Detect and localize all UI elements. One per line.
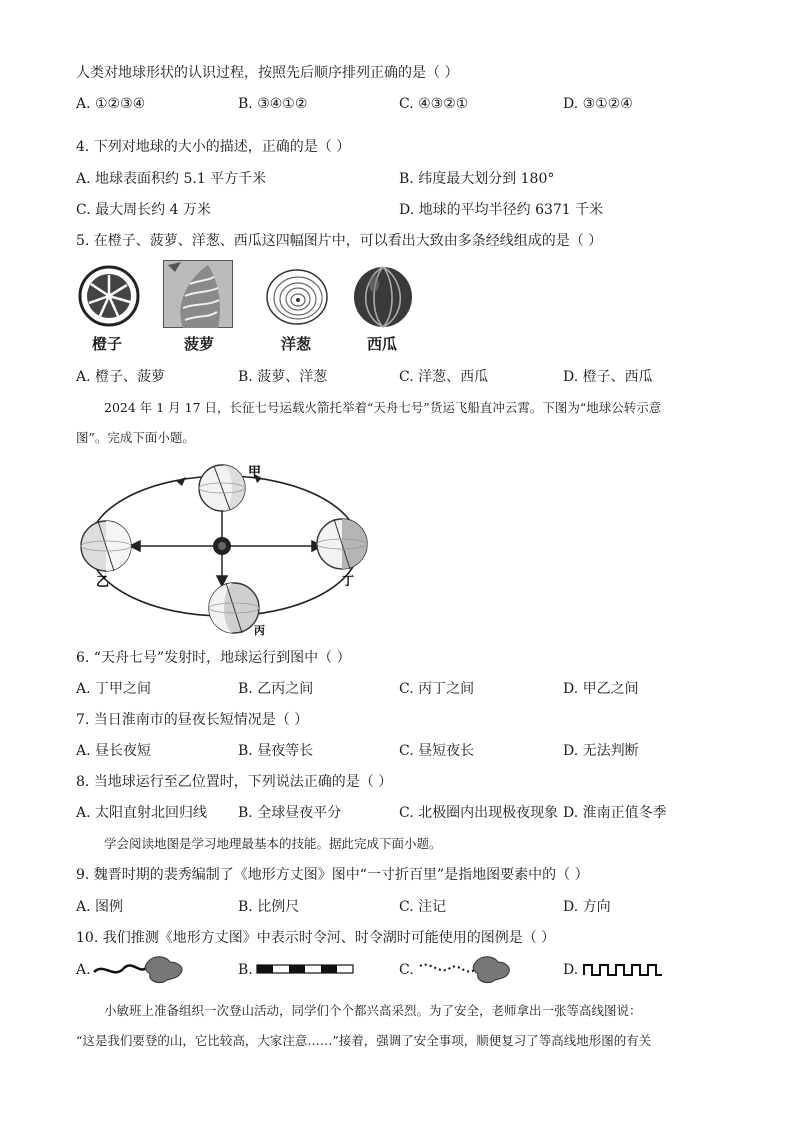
legend-a-symbol <box>92 954 188 984</box>
question-8-stem: 8. 当地球运行至乙位置时，下列说法正确的是（ ） <box>76 774 393 790</box>
question-4-option-a[interactable]: A. 地球表面积约 5.1 平方千米 <box>76 171 267 187</box>
intro-map-reading: 学会阅读地图是学习地理最基本的技能。据此完成下面小题。 <box>104 836 442 851</box>
question-9-option-b[interactable]: B. 比例尺 <box>238 899 300 915</box>
question-8-option-a[interactable]: A. 太阳直射北回归线 <box>76 805 208 821</box>
question-9-stem: 9. 魏晋时期的裴秀编制了《地形方丈图》图中“一寸折百里”是指地图要素中的（ ） <box>76 867 589 883</box>
legend-d-symbol <box>582 962 666 978</box>
intro-hiking-line2: “这是我们要登的山，它比较高，大家注意……”接着，强调了安全事项，顺便复习了等高线地形图的有关 <box>76 1033 652 1048</box>
question-3-option-c[interactable]: C. ④③②① <box>399 96 469 112</box>
question-5-option-b[interactable]: B. 菠萝、洋葱 <box>238 369 328 385</box>
question-8-option-d[interactable]: D. 淮南正值冬季 <box>563 805 667 821</box>
question-10-option-a[interactable]: A. <box>76 962 91 978</box>
fruit-label-orange: 橙子 <box>92 335 123 353</box>
question-4-stem: 4. 下列对地球的大小的描述，正确的是（ ） <box>76 139 351 155</box>
question-9-option-c[interactable]: C. 注记 <box>399 899 447 915</box>
question-7-option-c[interactable]: C. 昼短夜长 <box>399 743 475 759</box>
question-5-stem: 5. 在橙子、菠萝、洋葱、西瓜这四幅图片中，可以看出大致由多条经线组成的是（ ） <box>76 233 603 249</box>
question-4-option-c[interactable]: C. 最大周长约 4 万米 <box>76 202 211 218</box>
question-7-option-b[interactable]: B. 昼夜等长 <box>238 743 314 759</box>
question-5-option-c[interactable]: C. 洋葱、西瓜 <box>399 369 489 385</box>
intro-shenzhou-line2: 图”。完成下面小题。 <box>76 430 195 445</box>
question-7-stem: 7. 当日淮南市的昼夜长短情况是（ ） <box>76 712 309 728</box>
orbit-label-ding: 丁 <box>342 574 355 588</box>
orbit-label-yi: 乙 <box>96 574 110 589</box>
question-4-option-b[interactable]: B. 纬度最大划分到 180° <box>399 171 555 187</box>
question-9-option-a[interactable]: A. 图例 <box>76 899 124 915</box>
question-6-option-a[interactable]: A. 丁甲之间 <box>76 681 152 697</box>
question-10-stem: 10. 我们推测《地形方丈图》中表示时令河、时令湖时可能使用的图例是（ ） <box>76 930 556 946</box>
question-6-stem: 6. “天舟七号”发射时，地球运行到图中（ ） <box>76 650 351 666</box>
legend-c-symbol <box>418 954 514 984</box>
question-10-option-c[interactable]: C. <box>399 962 414 978</box>
orbit-label-jia: 甲 <box>248 464 262 479</box>
question-6-option-d[interactable]: D. 甲乙之间 <box>563 681 639 697</box>
question-8-option-b[interactable]: B. 全球昼夜平分 <box>238 805 342 821</box>
question-10-option-d[interactable]: D. <box>563 962 579 978</box>
question-3-option-d[interactable]: D. ③①②④ <box>563 96 633 112</box>
question-9-option-d[interactable]: D. 方向 <box>563 899 611 915</box>
question-6-option-c[interactable]: C. 丙丁之间 <box>399 681 475 697</box>
question-4-option-d[interactable]: D. 地球的平均半径约 6371 千米 <box>399 202 604 218</box>
question-3-option-a[interactable]: A. ①②③④ <box>76 96 146 112</box>
question-7-option-d[interactable]: D. 无法判断 <box>563 743 639 759</box>
question-3-stem: 人类对地球形状的认识过程，按照先后顺序排列正确的是（ ） <box>76 65 459 81</box>
question-6-option-b[interactable]: B. 乙丙之间 <box>238 681 314 697</box>
fruit-label-watermelon: 西瓜 <box>367 335 398 353</box>
fruit-label-pineapple: 菠萝 <box>184 335 215 353</box>
watermelon-image <box>352 264 414 328</box>
question-10-option-b[interactable]: B. <box>238 962 253 978</box>
pineapple-image <box>163 260 233 328</box>
question-5-option-a[interactable]: A. 橙子、菠萝 <box>76 369 166 385</box>
legend-b-symbol <box>256 962 356 976</box>
orange-image <box>78 265 140 327</box>
question-3-option-b[interactable]: B. ③④①② <box>238 96 308 112</box>
intro-shenzhou-line1: 2024 年 1 月 17 日，长征七号运载火箭托举着“天舟七号”货运飞船直冲云霄。下图为“地球公转示意 <box>104 400 662 415</box>
fruit-label-onion: 洋葱 <box>281 335 312 353</box>
orbit-label-bing: 丙 <box>254 625 265 637</box>
intro-hiking-line1: 小敏班上准备组织一次登山活动，同学们个个都兴高采烈。为了安全，老师拿出一张等高线图说： <box>104 1003 642 1018</box>
earth-revolution-diagram <box>76 458 376 638</box>
question-5-option-d[interactable]: D. 橙子、西瓜 <box>563 369 653 385</box>
question-7-option-a[interactable]: A. 昼长夜短 <box>76 743 152 759</box>
question-8-option-c[interactable]: C. 北极圈内出现极夜现象 <box>399 805 559 821</box>
onion-image <box>265 266 329 326</box>
